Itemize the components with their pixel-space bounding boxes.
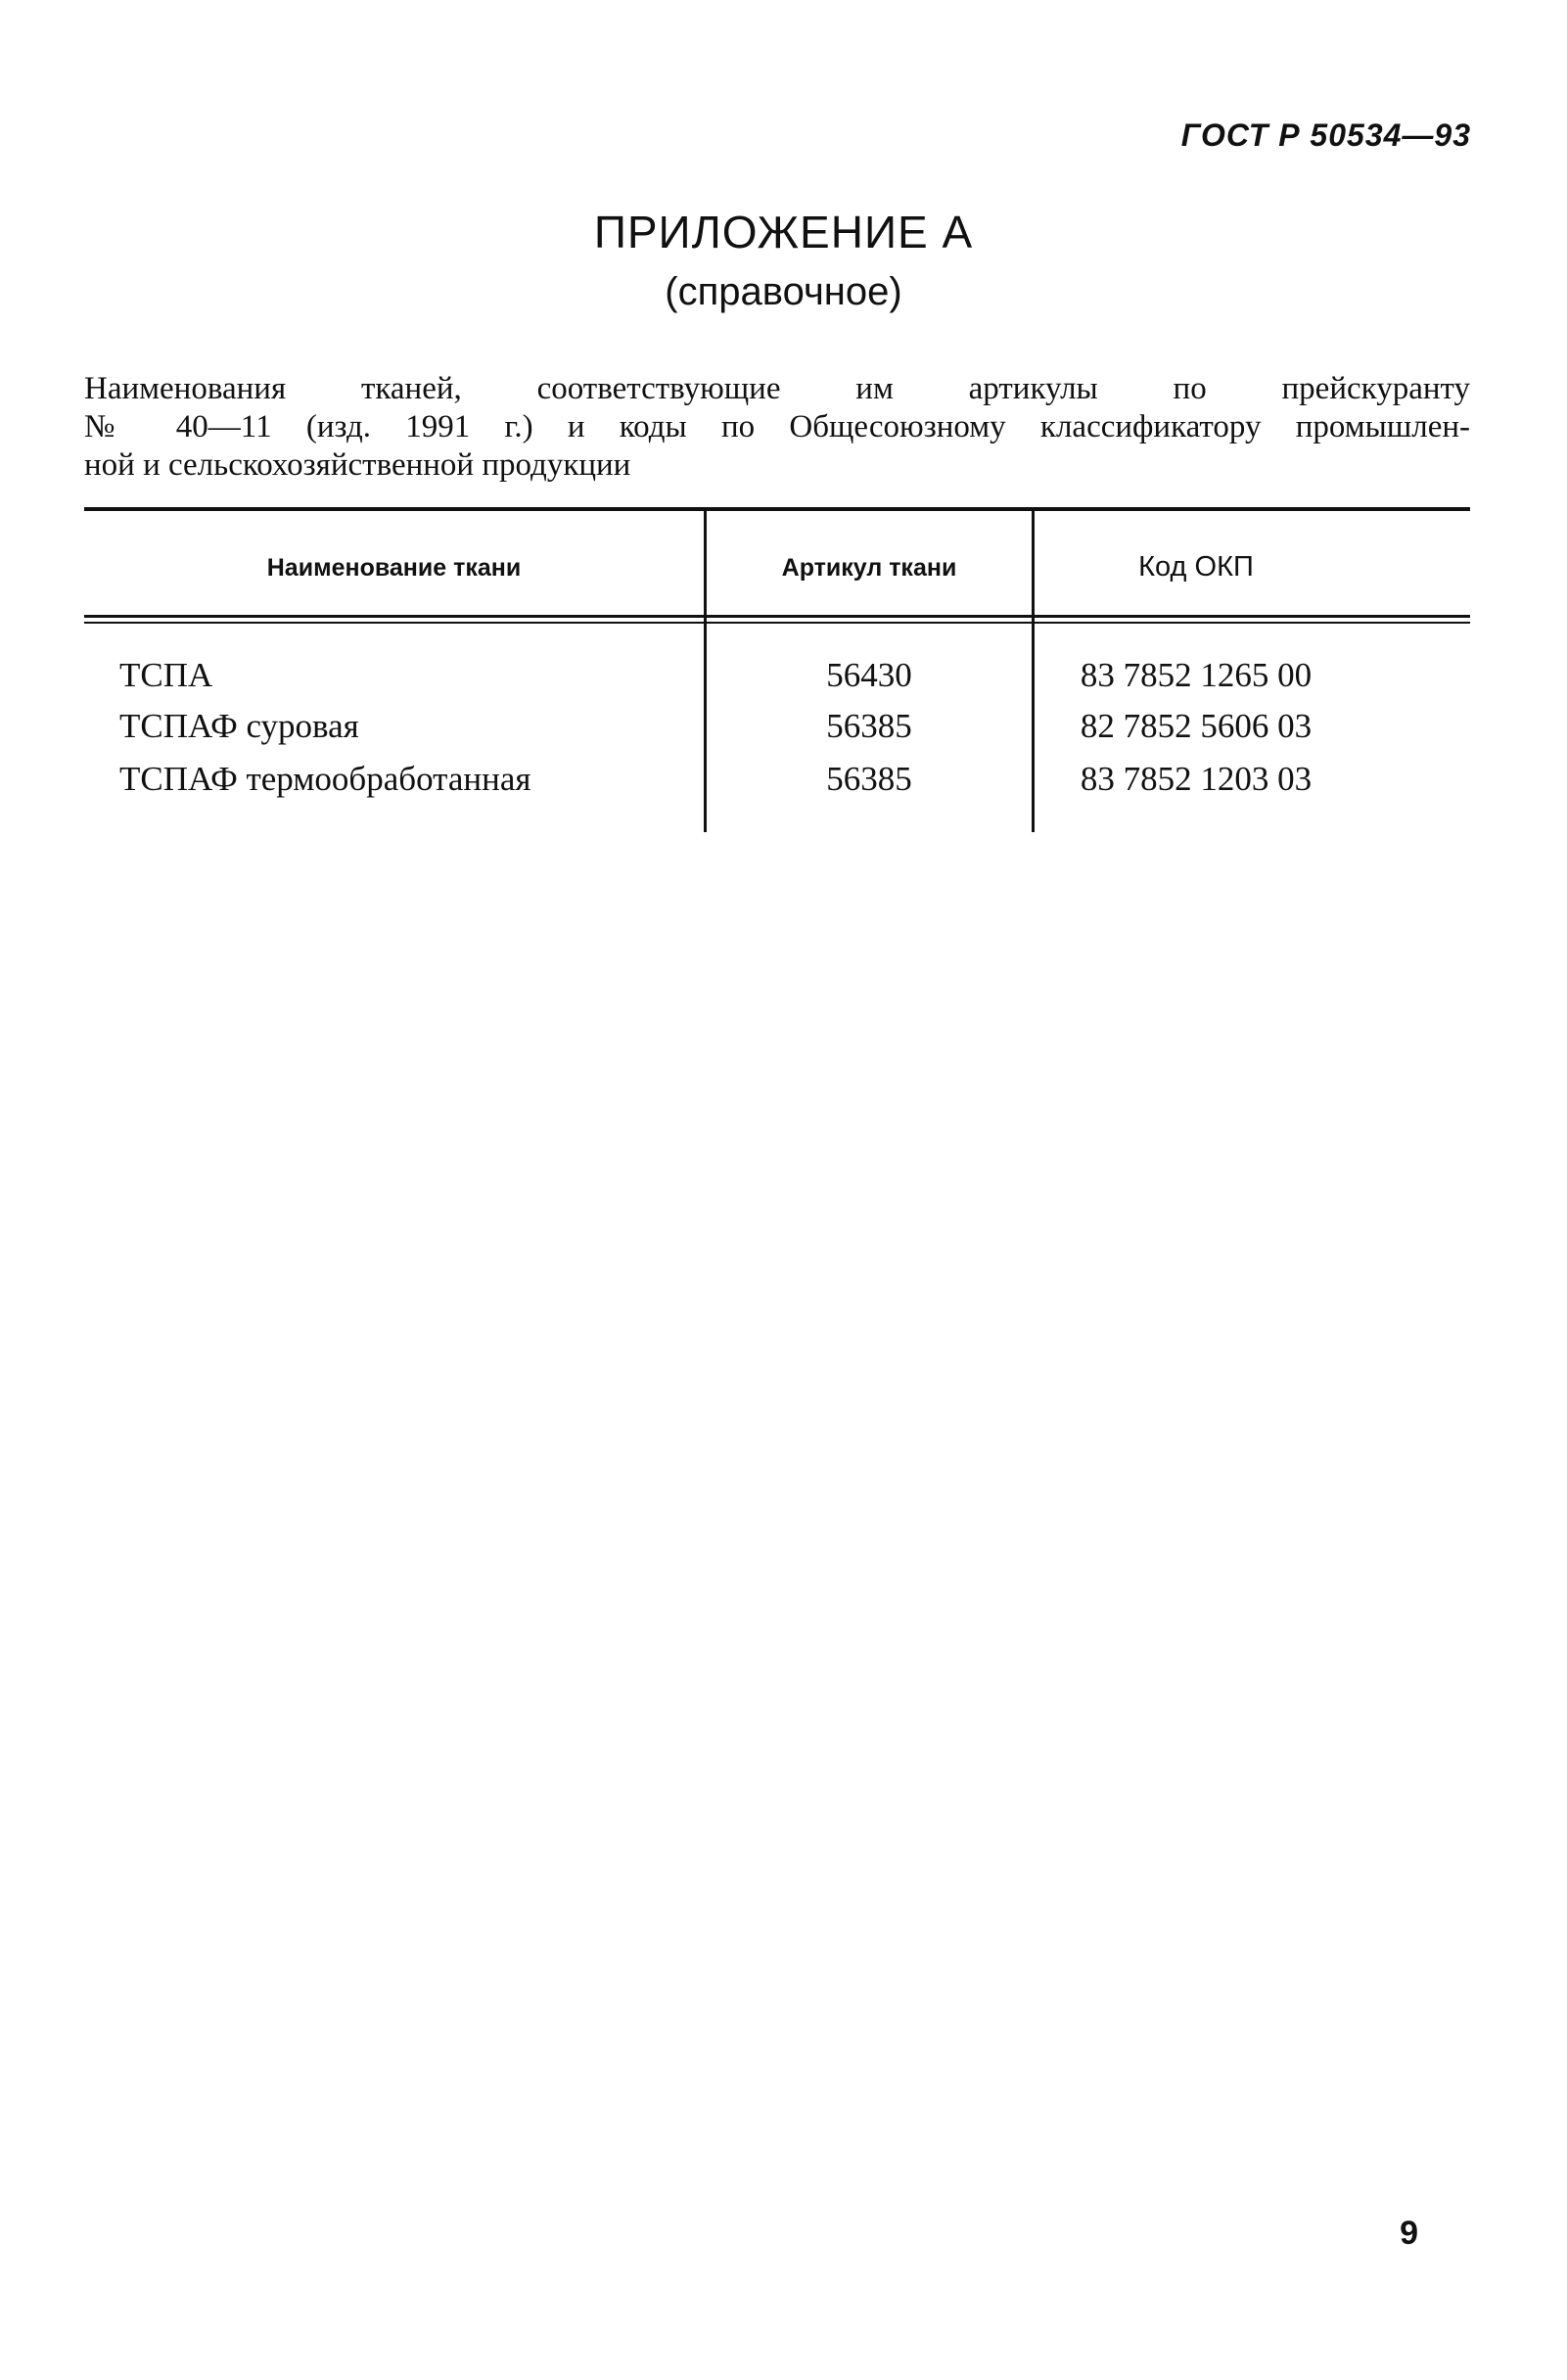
article-cell: 56430 — [826, 656, 912, 694]
intro-paragraph — [84, 370, 1470, 485]
intro-line: Наименования тканей, соответствующие им артикулы по прейскуранту — [84, 371, 1470, 406]
table-top-rule — [84, 507, 1470, 511]
document-code: ГОСТ Р 50534—93 — [1180, 117, 1471, 153]
okp-code-cell: 82 7852 5606 03 — [1080, 707, 1313, 745]
table-header-rule — [84, 615, 1470, 624]
okp-code-cell: 83 7852 1203 03 — [1080, 760, 1313, 798]
appendix-subtitle: (справочное) — [665, 270, 902, 313]
fabric-name-cell: ТСПАФ суровая — [119, 707, 359, 745]
fabric-name-cell: ТСПА — [119, 656, 213, 694]
intro-line: № 40—11 (изд. 1991 г.) и коды по Общесоюзному классификатору промышлен- — [84, 409, 1470, 444]
column-header-fabric-name: Наименование ткани — [266, 554, 522, 582]
intro-line: ной и сельскохозяйственной продукции — [84, 447, 631, 483]
article-cell: 56385 — [826, 707, 912, 745]
column-header-article: Артикул ткани — [781, 554, 957, 582]
fabric-name-cell: ТСПАФ термообработанная — [119, 760, 531, 798]
appendix-title: ПРИЛОЖЕНИЕ А — [593, 207, 974, 257]
okp-code-cell: 83 7852 1265 00 — [1080, 656, 1313, 694]
article-cell: 56385 — [826, 760, 912, 798]
page-number: 9 — [1400, 2215, 1418, 2252]
column-header-okp-code: Код ОКП — [1138, 551, 1254, 583]
